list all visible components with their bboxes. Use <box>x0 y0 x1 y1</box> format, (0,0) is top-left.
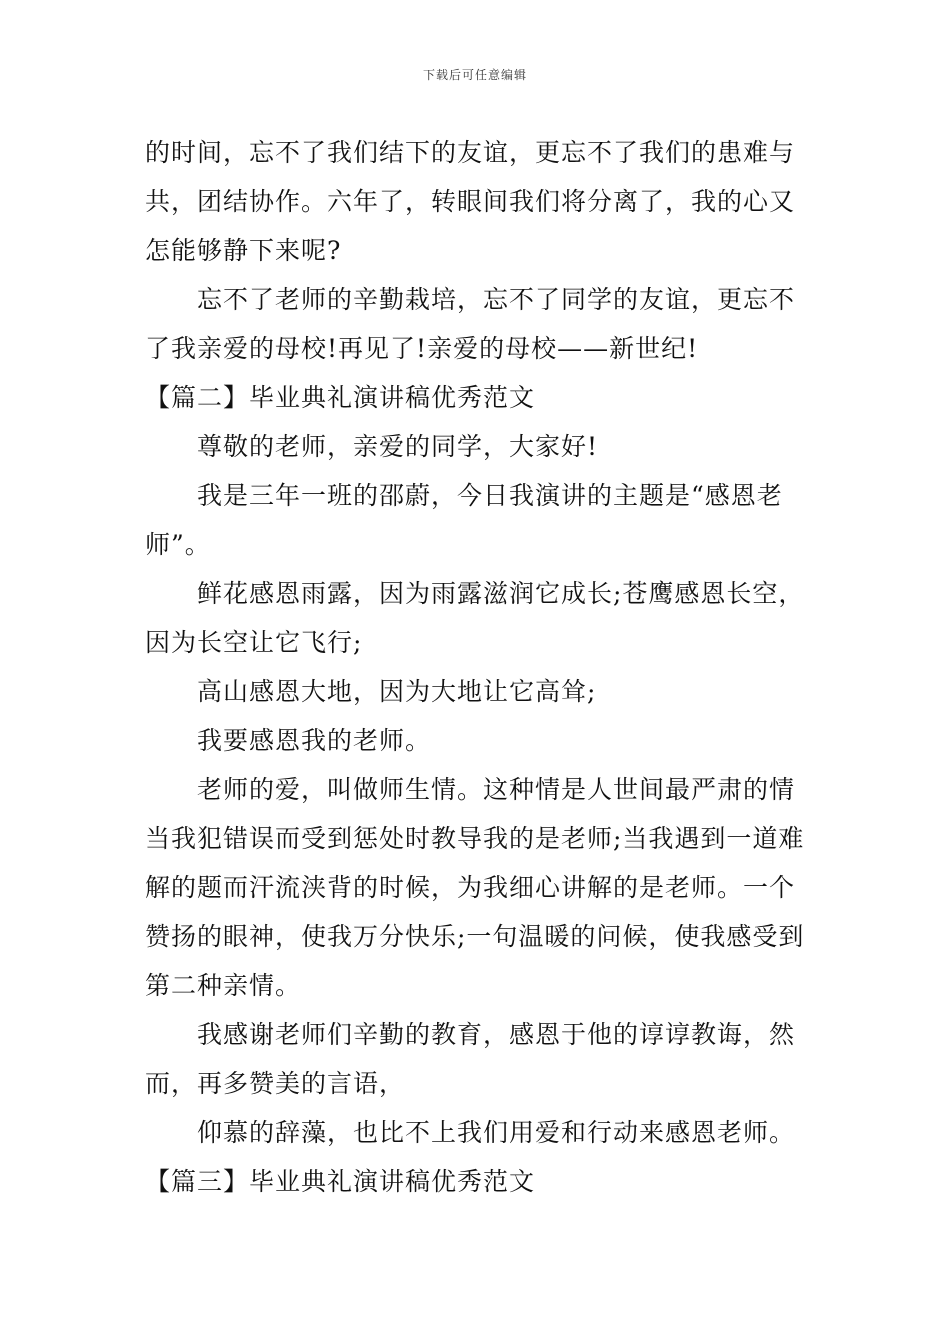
text-line: 高山感恩大地，因为大地让它高耸; <box>197 677 597 706</box>
text-line: 而，再多赞美的言语， <box>145 1069 406 1098</box>
text-line: 的时间，忘不了我们结下的友谊，更忘不了我们的患难与 <box>145 138 796 167</box>
text-line: 鲜花感恩雨露，因为雨露滋润它成长;苍鹰感恩长空， <box>197 579 805 608</box>
text-line: 共，团结协作。六年了，转眼间我们将分离了，我的心又 <box>145 187 796 216</box>
text-line: 怎能够静下来呢? <box>145 236 342 265</box>
section-heading: 【篇三】毕业典礼演讲稿优秀范文 <box>145 1167 536 1196</box>
text-line: 解的题而汗流浃背的时候，为我细心讲解的是老师。一个 <box>145 873 796 902</box>
text-line: 仰慕的辞藻，也比不上我们用爱和行动来感恩老师。 <box>197 1118 796 1147</box>
text-line: 了我亲爱的母校!再见了!亲爱的母校——新世纪! <box>145 334 699 363</box>
text-line: 忘不了老师的辛勤栽培，忘不了同学的友谊，更忘不 <box>197 285 796 314</box>
text-line: 第二种亲情。 <box>145 971 302 1000</box>
page-header-note: 下载后可任意编辑 <box>422 68 527 82</box>
text-line: 师”。 <box>145 530 211 559</box>
text-line: 尊敬的老师，亲爱的同学，大家好! <box>197 432 599 461</box>
document-body <box>145 128 810 1206</box>
text-line: 我要感恩我的老师。 <box>197 726 432 755</box>
section-heading: 【篇二】毕业典礼演讲稿优秀范文 <box>145 383 536 412</box>
text-line: 当我犯错误而受到惩处时教导我的是老师;当我遇到一道难 <box>145 824 805 853</box>
text-line: 我感谢老师们辛勤的教育，感恩于他的谆谆教诲，然 <box>197 1020 796 1049</box>
text-line: 赞扬的眼神，使我万分快乐;一句温暖的问候，使我感受到 <box>145 922 805 951</box>
text-line: 老师的爱，叫做师生情。这种情是人世间最严肃的情 <box>197 775 796 804</box>
text-line: 因为长空让它飞行; <box>145 628 363 657</box>
text-line: 我是三年一班的邵蔚，今日我演讲的主题是“感恩老 <box>197 481 783 510</box>
